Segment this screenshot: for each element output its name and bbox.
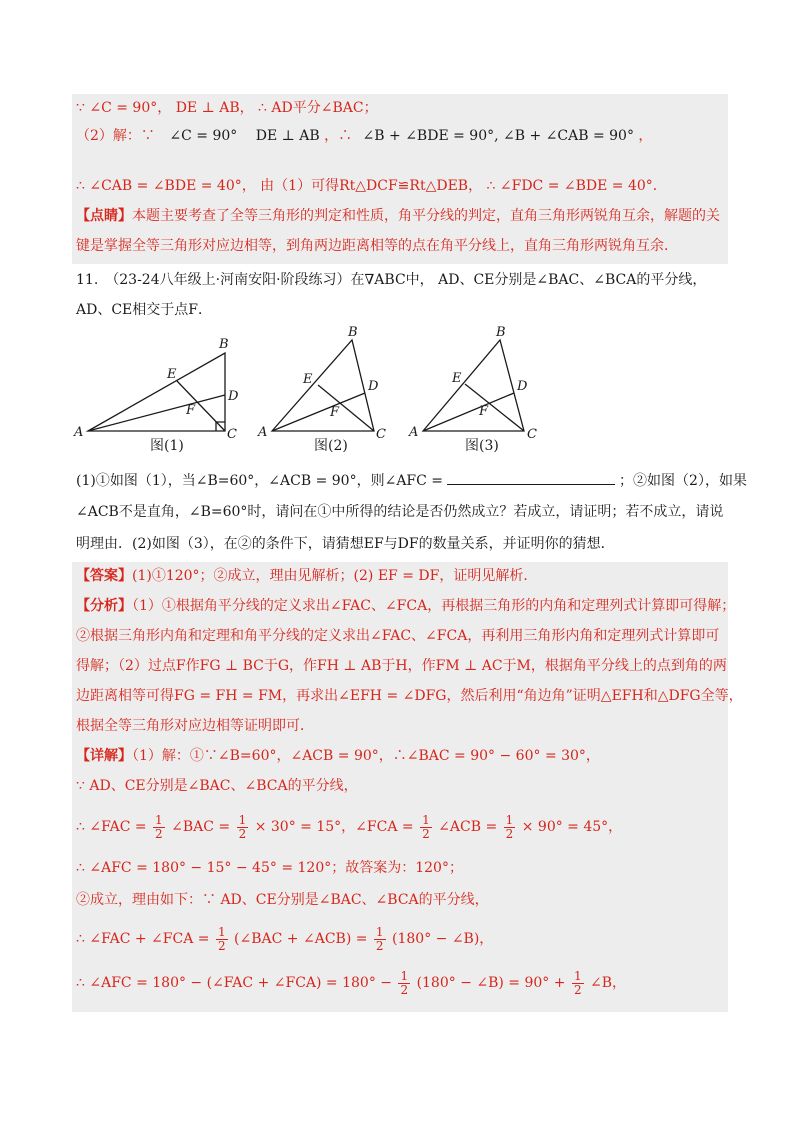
analysis-line-3: 得解；（2）过点F作FG ⊥ BC于G，作FH ⊥ AB于H，作FM ⊥ AC于M，根据角平分线上的点到角的两	[76, 658, 727, 674]
prev-line-3: ∴ ∠CAB = ∠BDE = 40°， 由（1）可得Rt△DCF≌Rt△DEB， ∴ ∠FDC = ∠BDE = 40°．	[76, 178, 667, 194]
detail-line-1	[76, 746, 600, 766]
fraction-half: $\frac{1}{2}$	[400, 968, 409, 997]
comment-line-2: 键是掌握全等三角形对应边相等，到角两边距离相等的点在角平分线上，直角三角形两锐角互余．	[76, 238, 678, 254]
analysis-line-4: 边距离相等可得FG = FH = FM，再求出∠EFH = ∠DFG，然后利用“角边角”证明△EFH和△DFG全等，	[76, 688, 743, 704]
fig2-label-b: B	[348, 325, 358, 340]
figure-2-caption: 图(2)	[314, 438, 348, 454]
detail-6-b: (∠BAC + ∠ACB) =	[234, 931, 368, 947]
fig1-label-a: A	[74, 425, 84, 440]
fig3-label-f: F	[479, 404, 489, 419]
detail-line-3	[76, 812, 622, 842]
fraction-half: $\frac{1}{2}$	[573, 968, 582, 997]
fig3-label-e: E	[452, 371, 462, 386]
detail-3-b: ∠BAC =	[171, 819, 231, 835]
figure-1-caption: 图(1)	[150, 438, 184, 454]
fig3-label-a: A	[409, 425, 419, 440]
fig1-label-f: F	[186, 403, 196, 418]
detail-line-4: ∴ ∠AFC = 180° − 15° − 45° = 120°；故答案为：120°；	[76, 860, 463, 876]
detail-7-a: ∴ ∠AFC = 180° − (∠FAC + ∠FCA) = 180° −	[76, 975, 393, 991]
fig3-label-b: B	[496, 325, 506, 340]
detail-tag: 【详解】	[76, 748, 132, 764]
detail-text-1: （1）解：①∵∠B=60°，∠ACB = 90°，∴∠BAC = 90° − 60° = 30°，	[132, 748, 600, 764]
detail-line-5: ②成立，理由如下：∵ AD、CE分别是∠BAC、∠BCA的平分线，	[76, 892, 489, 908]
fraction-half: $\frac{1}{2}$	[375, 924, 384, 953]
answer-line	[76, 566, 537, 586]
fig2-label-c: C	[376, 427, 386, 442]
prev-line-2-c: ，∴	[324, 128, 353, 144]
fig3-label-d: D	[517, 379, 528, 394]
fig2-label-f: F	[330, 405, 340, 420]
fig2-label-a: A	[258, 425, 268, 440]
prev-line-2	[76, 126, 652, 146]
fig1-label-b: B	[219, 337, 229, 352]
prev-line-2-d: ∠B + ∠BDE = 90°, ∠B + ∠CAB = 90°	[362, 128, 634, 144]
detail-3-e: × 90° = 45°，	[521, 819, 623, 835]
comment-text-1: 本题主要考查了全等三角形的判定和性质，角平分线的判定，直角三角形两锐角互余，解题的关	[132, 208, 720, 224]
geometry-figures	[0, 318, 800, 458]
detail-3-a: ∴ ∠FAC =	[76, 819, 147, 835]
fig1-label-c: C	[227, 427, 237, 442]
fig2-label-d: D	[368, 379, 379, 394]
fraction-half: $\frac{1}{2}$	[155, 812, 163, 841]
prev-line-2-e: ，	[638, 128, 653, 144]
figure-2	[272, 340, 374, 431]
fig1-label-e: E	[167, 367, 177, 382]
question-line-3: 明理由．(2)如图（3），在②的条件下，请猜想EF与DF的数量关系，并证明你的猜想．	[76, 536, 615, 552]
figure-3-caption: 图(3)	[465, 438, 499, 454]
figure-3	[423, 340, 524, 431]
detail-3-c: × 30° = 15°，∠FCA =	[254, 819, 414, 835]
fraction-half: $\frac{1}{2}$	[422, 812, 430, 841]
problem-line-1: 11. （23-24八年级上·河南安阳·阶段练习）在∇ABC中， AD、CE分别是∠BAC、∠BCA的平分线，	[76, 272, 707, 288]
detail-7-c: ∠B，	[590, 975, 627, 991]
fraction-half: $\frac{1}{2}$	[238, 812, 247, 841]
figure-3-labels	[408, 325, 537, 442]
analysis-text-1: （1）①根据角平分线的定义求出∠FAC、∠FCA，再根据三角形的内角和定理列式计算即可得解；	[132, 598, 736, 614]
detail-line-2: ∵ AD、CE分别是∠BAC、∠BCA的平分线，	[76, 778, 358, 794]
question-1-text-a: (1)①如图（1），当∠B=60°，∠ACB = 90°，则∠AFC =	[76, 473, 444, 489]
fraction-half: $\frac{1}{2}$	[217, 924, 226, 953]
figure-1-labels	[73, 337, 239, 442]
question-1-text-b: ；②如图（2），如果	[619, 473, 747, 489]
fig2-label-e: E	[303, 372, 313, 387]
analysis-line-2: ②根据三角形内角和定理和角平分线的定义求出∠FAC、∠FCA，再利用三角形内角和定理列式计算即可	[76, 628, 720, 644]
comment-tag: 【点睛】	[76, 208, 132, 224]
problem-line-2: AD、CE相交于点F．	[76, 302, 212, 318]
detail-6-c: (180° − ∠B)，	[392, 931, 494, 947]
prev-line-1: ∵ ∠C = 90°， DE ⊥ AB， ∴ AD平分∠BAC；	[76, 100, 378, 116]
fraction-half: $\frac{1}{2}$	[505, 812, 514, 841]
question-line-1	[76, 470, 747, 491]
analysis-tag: 【分析】	[76, 598, 132, 614]
question-line-2: ∠ACB不是直角，∠B=60°时，请问在①中所得的结论是否仍然成立？若成立，请证明；若不成立，请说	[76, 504, 724, 520]
detail-6-a: ∴ ∠FAC + ∠FCA =	[76, 931, 210, 947]
detail-7-b: (180° − ∠B) = 90° +	[416, 975, 566, 991]
analysis-line-1	[76, 596, 735, 616]
prev-line-2-a: ∠C = 90°	[169, 128, 238, 144]
fig1-label-d: D	[228, 389, 239, 404]
answer-tag: 【答案】	[76, 568, 132, 584]
detail-3-d: ∠ACB =	[438, 819, 498, 835]
answer-blank[interactable]	[447, 470, 615, 485]
prev-line-2-label: （2）解：∵	[76, 128, 155, 144]
comment-line-1	[76, 206, 720, 226]
detail-line-7	[76, 968, 626, 998]
detail-line-6	[76, 924, 493, 954]
fig3-label-c: C	[527, 427, 537, 442]
figure-1	[88, 353, 225, 431]
prev-line-2-b: DE ⊥ AB	[255, 128, 320, 144]
analysis-line-5: 根据全等三角形对应边相等证明即可．	[76, 718, 314, 734]
answer-text: (1)①120°；②成立，理由见解析；(2) EF = DF，证明见解析．	[132, 568, 538, 584]
